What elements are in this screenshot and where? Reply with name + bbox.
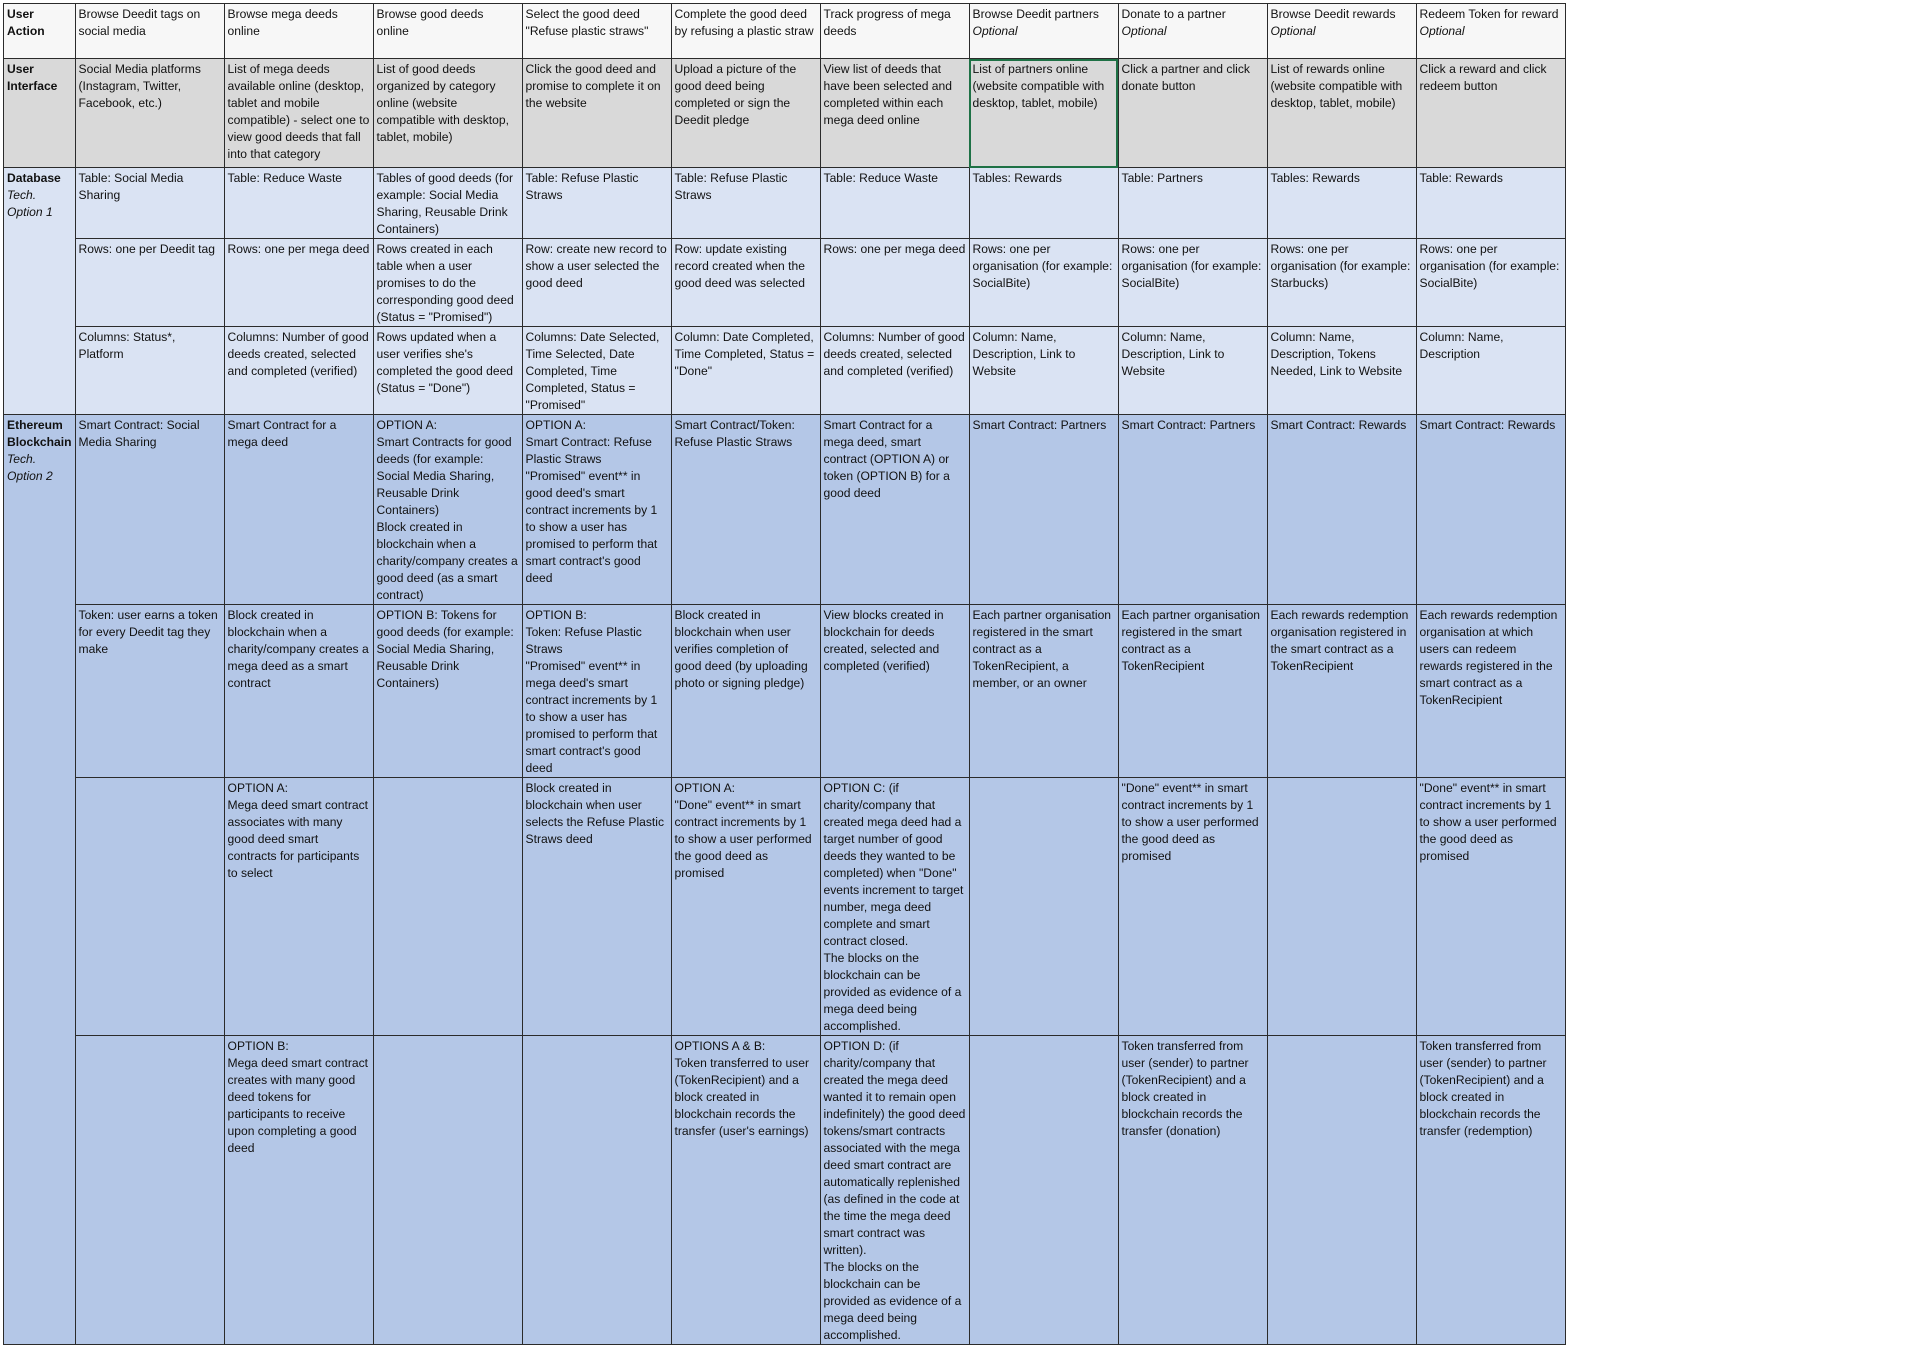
user-interface-header-label: User Interface [7,62,58,93]
eth-option-a-cell[interactable]: OPTION A: "Done" event** in smart contract increments by 1 to show a user performed the good deed as promised [671,778,820,1036]
ui-cell[interactable]: Social Media platforms (Instagram, Twitter, Facebook, etc.) [75,59,224,168]
db-rows-cell[interactable]: Rows: one per Deedit tag [75,239,224,327]
ethereum-header[interactable] [4,415,76,1345]
db-columns-cell[interactable]: Column: Name, Description, Tokens Needed, Link to Website [1267,327,1416,415]
eth-option-b-cell[interactable]: Token transferred from user (sender) to partner (TokenRecipient) and a block created in blockchain records the transfer (donation) [1118,1036,1267,1345]
action-header-cell[interactable] [373,4,522,59]
eth-option-a-row [4,778,1566,1036]
action-header-cell[interactable] [671,4,820,59]
eth-token-cell[interactable]: OPTION B: Tokens for good deeds (for example: Social Media Sharing, Reusable Drink Containers) [373,605,522,778]
db-tables-cell[interactable]: Table: Reduce Waste [224,168,373,239]
action-header-cell[interactable] [820,4,969,59]
action-title: Complete the good deed by refusing a plastic straw [674,7,814,38]
ui-row [4,59,1566,168]
eth-option-a-cell[interactable] [373,778,522,1036]
db-columns-cell[interactable]: Columns: Date Selected, Time Selected, Date Completed, Time Completed, Status = "Promised" [522,327,671,415]
action-header-cell[interactable] [1267,4,1416,59]
eth-token-cell[interactable]: Each rewards redemption organisation at which users can redeem rewards registered in the smart contract as a TokenRecipient [1416,605,1565,778]
ui-cell[interactable]: List of good deeds organized by category online (website compatible with desktop, tablet, mobile) [373,59,522,168]
action-title: Browse mega deeds online [227,7,338,38]
ui-cell[interactable]: Click a reward and click redeem button [1416,59,1565,168]
db-columns-cell[interactable]: Column: Name, Description, Link to Website [1118,327,1267,415]
ethereum-header-label: Ethereum Blockchain [7,418,72,449]
user-interface-header[interactable] [4,59,76,168]
eth-option-b-cell[interactable]: OPTIONS A & B: Token transferred to user (TokenRecipient) and a block created in blockchain records the transfer (user's earnings) [671,1036,820,1345]
eth-token-cell[interactable]: View blocks created in blockchain for deeds created, selected and completed (verified) [820,605,969,778]
action-title: Track progress of mega deeds [823,7,951,38]
eth-option-b-cell[interactable]: OPTION B: Mega deed smart contract creates with many good deed tokens for participants to receive upon completing a good deed [224,1036,373,1345]
database-header[interactable] [4,168,76,415]
db-columns-cell[interactable]: Rows updated when a user verifies she's completed the good deed (Status = "Done") [373,327,522,415]
eth-contract-cell[interactable]: Smart Contract/Token: Refuse Plastic Straws [671,415,820,605]
eth-option-a-cell[interactable]: OPTION A: Mega deed smart contract associates with many good deed smart contracts for participants to select [224,778,373,1036]
eth-contract-row [4,415,1566,605]
eth-contract-cell[interactable]: Smart Contract: Partners [969,415,1118,605]
eth-token-cell[interactable]: Each rewards redemption organisation registered in the smart contract as a TokenRecipient [1267,605,1416,778]
db-tables-cell[interactable]: Table: Refuse Plastic Straws [522,168,671,239]
eth-option-b-cell[interactable]: Token transferred from user (sender) to partner (TokenRecipient) and a block created in blockchain records the transfer (redemption) [1416,1036,1565,1345]
db-rows-cell[interactable]: Rows: one per organisation (for example: SocialBite) [969,239,1118,327]
eth-token-cell[interactable]: Token: user earns a token for every Deedit tag they make [75,605,224,778]
db-columns-row [4,327,1566,415]
deedit-table [3,3,1566,1345]
db-tables-cell[interactable]: Tables: Rewards [1267,168,1416,239]
db-columns-cell[interactable]: Columns: Number of good deeds created, selected and completed (verified) [820,327,969,415]
db-rows-cell[interactable]: Rows: one per organisation (for example: SocialBite) [1416,239,1565,327]
action-header-cell[interactable] [75,4,224,59]
db-tables-cell[interactable]: Table: Refuse Plastic Straws [671,168,820,239]
db-tables-cell[interactable]: Table: Social Media Sharing [75,168,224,239]
ui-cell[interactable]: List of rewards online (website compatible with desktop, tablet, mobile) [1267,59,1416,168]
action-header-cell[interactable] [969,4,1118,59]
db-columns-cell[interactable]: Columns: Status*, Platform [75,327,224,415]
eth-option-a-cell[interactable] [1267,778,1416,1036]
user-action-header[interactable] [4,4,76,59]
action-header-cell[interactable] [1118,4,1267,59]
db-tables-cell[interactable]: Tables: Rewards [969,168,1118,239]
eth-token-row [4,605,1566,778]
optional-label: Optional [972,24,1018,38]
eth-contract-cell[interactable]: Smart Contract: Rewards [1416,415,1565,605]
eth-option-a-cell[interactable]: OPTION C: (if charity/company that created mega deed had a target number of good deeds they wanted to be completed) when "Done" events increment to target number, mega deed complete and smart contract closed. The blocks on the blockchain can be provided as evidence of a mega deed being accomplished. [820,778,969,1036]
eth-contract-cell[interactable]: Smart Contract: Social Media Sharing [75,415,224,605]
action-title: Select the good deed "Refuse plastic straws" [525,7,649,38]
ui-cell[interactable]: Upload a picture of the good deed being completed or sign the Deedit pledge [671,59,820,168]
action-title: Donate to a partner [1121,7,1226,21]
user-action-row [4,4,1566,59]
eth-option-a-cell[interactable] [969,778,1118,1036]
db-columns-cell[interactable]: Column: Date Completed, Time Completed, Status = "Done" [671,327,820,415]
db-tables-cell[interactable]: Table: Rewards [1416,168,1565,239]
ui-cell[interactable]: Click the good deed and promise to complete it on the website [522,59,671,168]
eth-option-b-cell[interactable]: OPTION D: (if charity/company that created the mega deed wanted it to remain open indefinitely) the good deed tokens/smart contracts associated with the mega deed smart contract are automatically replenished (as defined in the code at the time the mega deed smart contract was written). The blocks on the blockchain can be provided as evidence of a mega deed being accomplished. [820,1036,969,1345]
database-header-label: Database [7,171,61,185]
db-rows-cell[interactable]: Row: update existing record created when the good deed was selected [671,239,820,327]
eth-contract-cell[interactable]: OPTION A: Smart Contracts for good deeds (for example: Social Media Sharing, Reusable Drink Containers) Block created in blockchain when a charity/company creates a good deed (as a smart contract) [373,415,522,605]
eth-token-cell[interactable]: Block created in blockchain when a charity/company creates a mega deed as a smart contract [224,605,373,778]
db-tables-cell[interactable]: Table: Partners [1118,168,1267,239]
ui-cell[interactable]: List of partners online (website compatible with desktop, tablet, mobile) [969,59,1118,168]
ethereum-header-sublabel: Tech. Option 2 [7,452,53,483]
action-title: Browse good deeds online [376,7,484,38]
db-columns-cell[interactable]: Column: Name, Description, Link to Website [969,327,1118,415]
db-rows-cell[interactable]: Rows created in each table when a user promises to do the corresponding good deed (Status = "Promised") [373,239,522,327]
eth-contract-cell[interactable]: Smart Contract: Rewards [1267,415,1416,605]
db-columns-cell[interactable]: Column: Name, Description [1416,327,1565,415]
db-rows-cell[interactable]: Rows: one per mega deed [224,239,373,327]
eth-contract-cell[interactable]: Smart Contract for a mega deed, smart contract (OPTION A) or token (OPTION B) for a good deed [820,415,969,605]
action-header-cell[interactable] [224,4,373,59]
optional-label: Optional [1419,24,1465,38]
eth-option-a-cell[interactable] [75,778,224,1036]
db-rows-cell[interactable]: Rows: one per organisation (for example: Starbucks) [1267,239,1416,327]
eth-contract-cell[interactable]: OPTION A: Smart Contract: Refuse Plastic Straws "Promised" event** in good deed's smart contract increments by 1 to show a user has promised to perform that smart contract's good deed [522,415,671,605]
ui-cell[interactable]: List of mega deeds available online (desktop, tablet and mobile compatible) - select one to view good deeds that fall into that category [224,59,373,168]
db-tables-row [4,168,1566,239]
eth-option-a-cell[interactable]: "Done" event** in smart contract increments by 1 to show a user performed the good deed as promised [1118,778,1267,1036]
db-columns-cell[interactable]: Columns: Number of good deeds created, selected and completed (verified) [224,327,373,415]
db-rows-cell[interactable]: Rows: one per mega deed [820,239,969,327]
user-action-header-label: User Action [7,7,45,38]
eth-token-cell[interactable]: OPTION B: Token: Refuse Plastic Straws "Promised" event** in mega deed's smart contract increments by 1 to show a user has promised to perform that smart contract's good deed [522,605,671,778]
database-header-sublabel: Tech. Option 1 [7,188,53,219]
db-tables-cell[interactable]: Table: Reduce Waste [820,168,969,239]
eth-token-cell[interactable]: Block created in blockchain when user verifies completion of good deed (by uploading photo or signing pledge) [671,605,820,778]
db-rows-cell[interactable]: Row: create new record to show a user selected the good deed [522,239,671,327]
eth-token-cell[interactable]: Each partner organisation registered in the smart contract as a TokenRecipient, a member, or an owner [969,605,1118,778]
action-header-cell[interactable] [1416,4,1565,59]
action-title: Redeem Token for reward [1419,7,1559,21]
action-title: Browse Deedit rewards [1270,7,1396,21]
eth-contract-cell[interactable]: Smart Contract: Partners [1118,415,1267,605]
optional-label: Optional [1270,24,1316,38]
action-title: Browse Deedit tags on social media [78,7,201,38]
action-title: Browse Deedit partners [972,7,1099,21]
db-rows-cell[interactable]: Rows: one per organisation (for example: SocialBite) [1118,239,1267,327]
optional-label: Optional [1121,24,1167,38]
eth-option-a-cell[interactable]: "Done" event** in smart contract increments by 1 to show a user performed the good deed as promised [1416,778,1565,1036]
eth-option-a-cell[interactable]: Block created in blockchain when user selects the Refuse Plastic Straws deed [522,778,671,1036]
db-tables-cell[interactable]: Tables of good deeds (for example: Social Media Sharing, Reusable Drink Containers) [373,168,522,239]
action-header-cell[interactable] [522,4,671,59]
db-rows-row [4,239,1566,327]
ui-cell[interactable]: View list of deeds that have been selected and completed within each mega deed online [820,59,969,168]
ui-cell[interactable]: Click a partner and click donate button [1118,59,1267,168]
eth-token-cell[interactable]: Each partner organisation registered in the smart contract as a TokenRecipient [1118,605,1267,778]
eth-contract-cell[interactable]: Smart Contract for a mega deed [224,415,373,605]
